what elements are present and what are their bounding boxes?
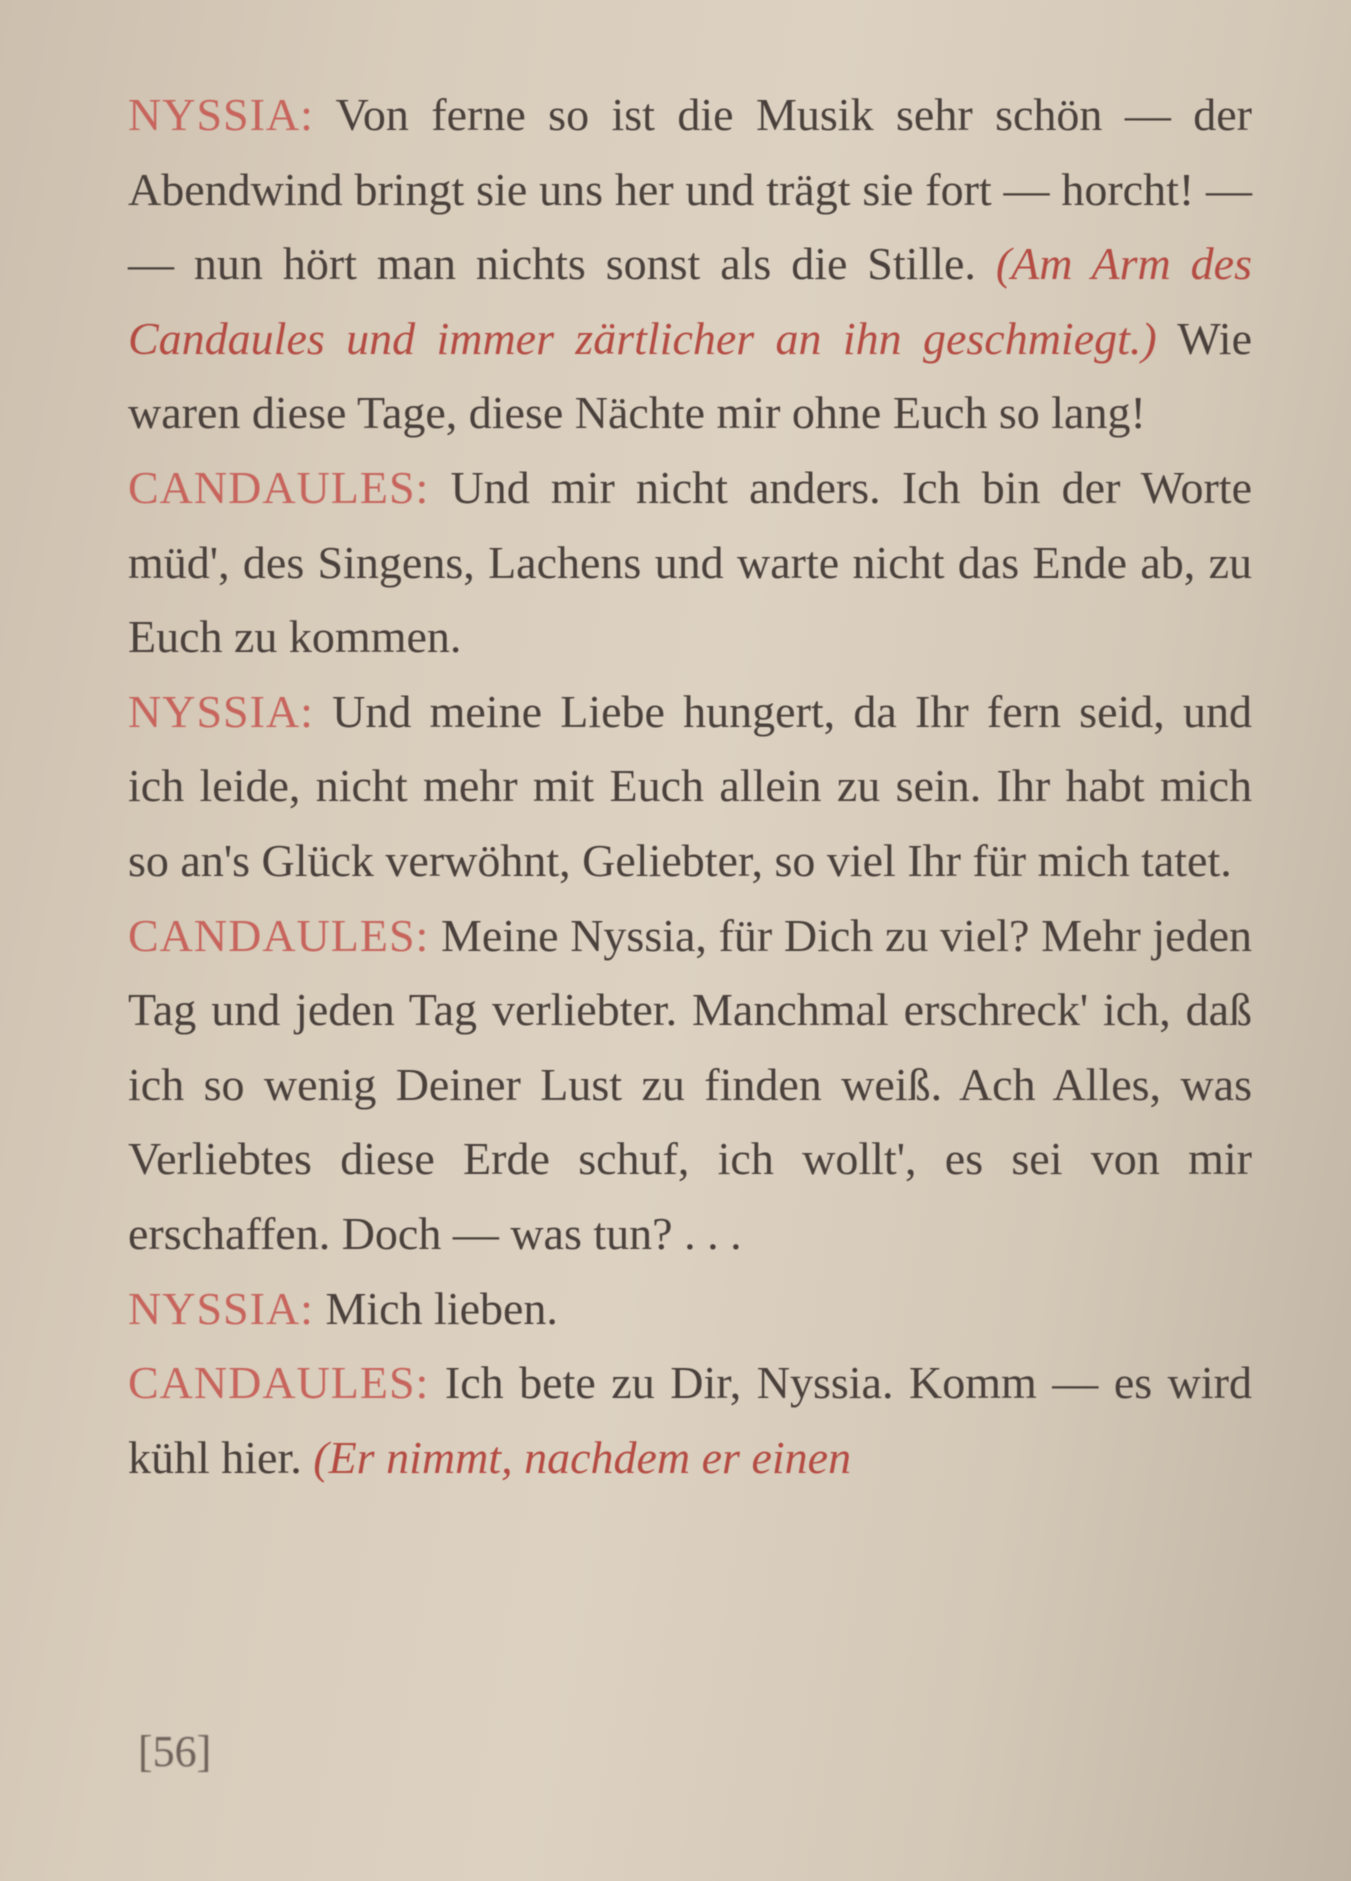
speaker-label: CANDAULES:	[128, 1357, 430, 1409]
dialogue-line: Von ferne so ist die Musik sehr schön — der Abendwind bringt sie uns her und trägt sie fort — horcht! — — nun hört man nichts sonst als die Stille.	[128, 89, 1252, 290]
dialogue-line: Und mir nicht anders. Ich bin der Worte müd', des Singens, Lachens und warte nicht das Ende ab, zu Euch zu kommen.	[128, 461, 1252, 663]
stage-direction: (Am Arm des Candaules und immer zärtlicher an ihn geschmiegt.)	[128, 238, 1252, 364]
speaker-label: NYSSIA:	[128, 685, 314, 737]
dialogue-line: Mich lieben.	[325, 1282, 558, 1334]
speaker-label: CANDAULES:	[128, 909, 430, 961]
dialogue-line: Wie waren diese Tage, diese Nächte mir ohne Euch so lang!	[128, 312, 1252, 439]
dialogue-line: Meine Nyssia, für Dich zu viel? Mehr jeden Tag und jeden Tag verliebter. Manchmal erschreck' ich, daß ich so wenig Deiner Lust zu finden weiß. Ach Alles, was Verliebtes diese Erde schuf, ich wollt', es sei von mir erschaffen. Doch — was tun? . . .	[128, 909, 1253, 1259]
speech-nyssia-2	[128, 675, 1252, 899]
dialogue-text	[128, 78, 1252, 1495]
speaker-label: CANDAULES:	[128, 461, 430, 513]
speaker-label: NYSSIA:	[128, 1282, 314, 1334]
dialogue-line: Ich bete zu Dir, Nyssia. Komm — es wird kühl hier.	[128, 1357, 1252, 1483]
speech-candaules-2	[128, 899, 1252, 1272]
page-number: [56]	[138, 1727, 212, 1776]
speech-candaules-1	[128, 451, 1252, 675]
speech-nyssia-1	[128, 78, 1252, 451]
speaker-label: NYSSIA:	[128, 89, 314, 140]
speech-candaules-3	[128, 1346, 1252, 1495]
speech-nyssia-3	[128, 1272, 1252, 1347]
stage-direction: (Er nimmt, nachdem er einen	[313, 1431, 852, 1483]
dialogue-line: Und meine Liebe hungert, da Ihr fern seid, und ich leide, nicht mehr mit Euch allein zu sein. Ihr habt mich so an's Glück verwöhnt, Geliebter, so viel Ihr für mich tatet.	[128, 685, 1252, 886]
